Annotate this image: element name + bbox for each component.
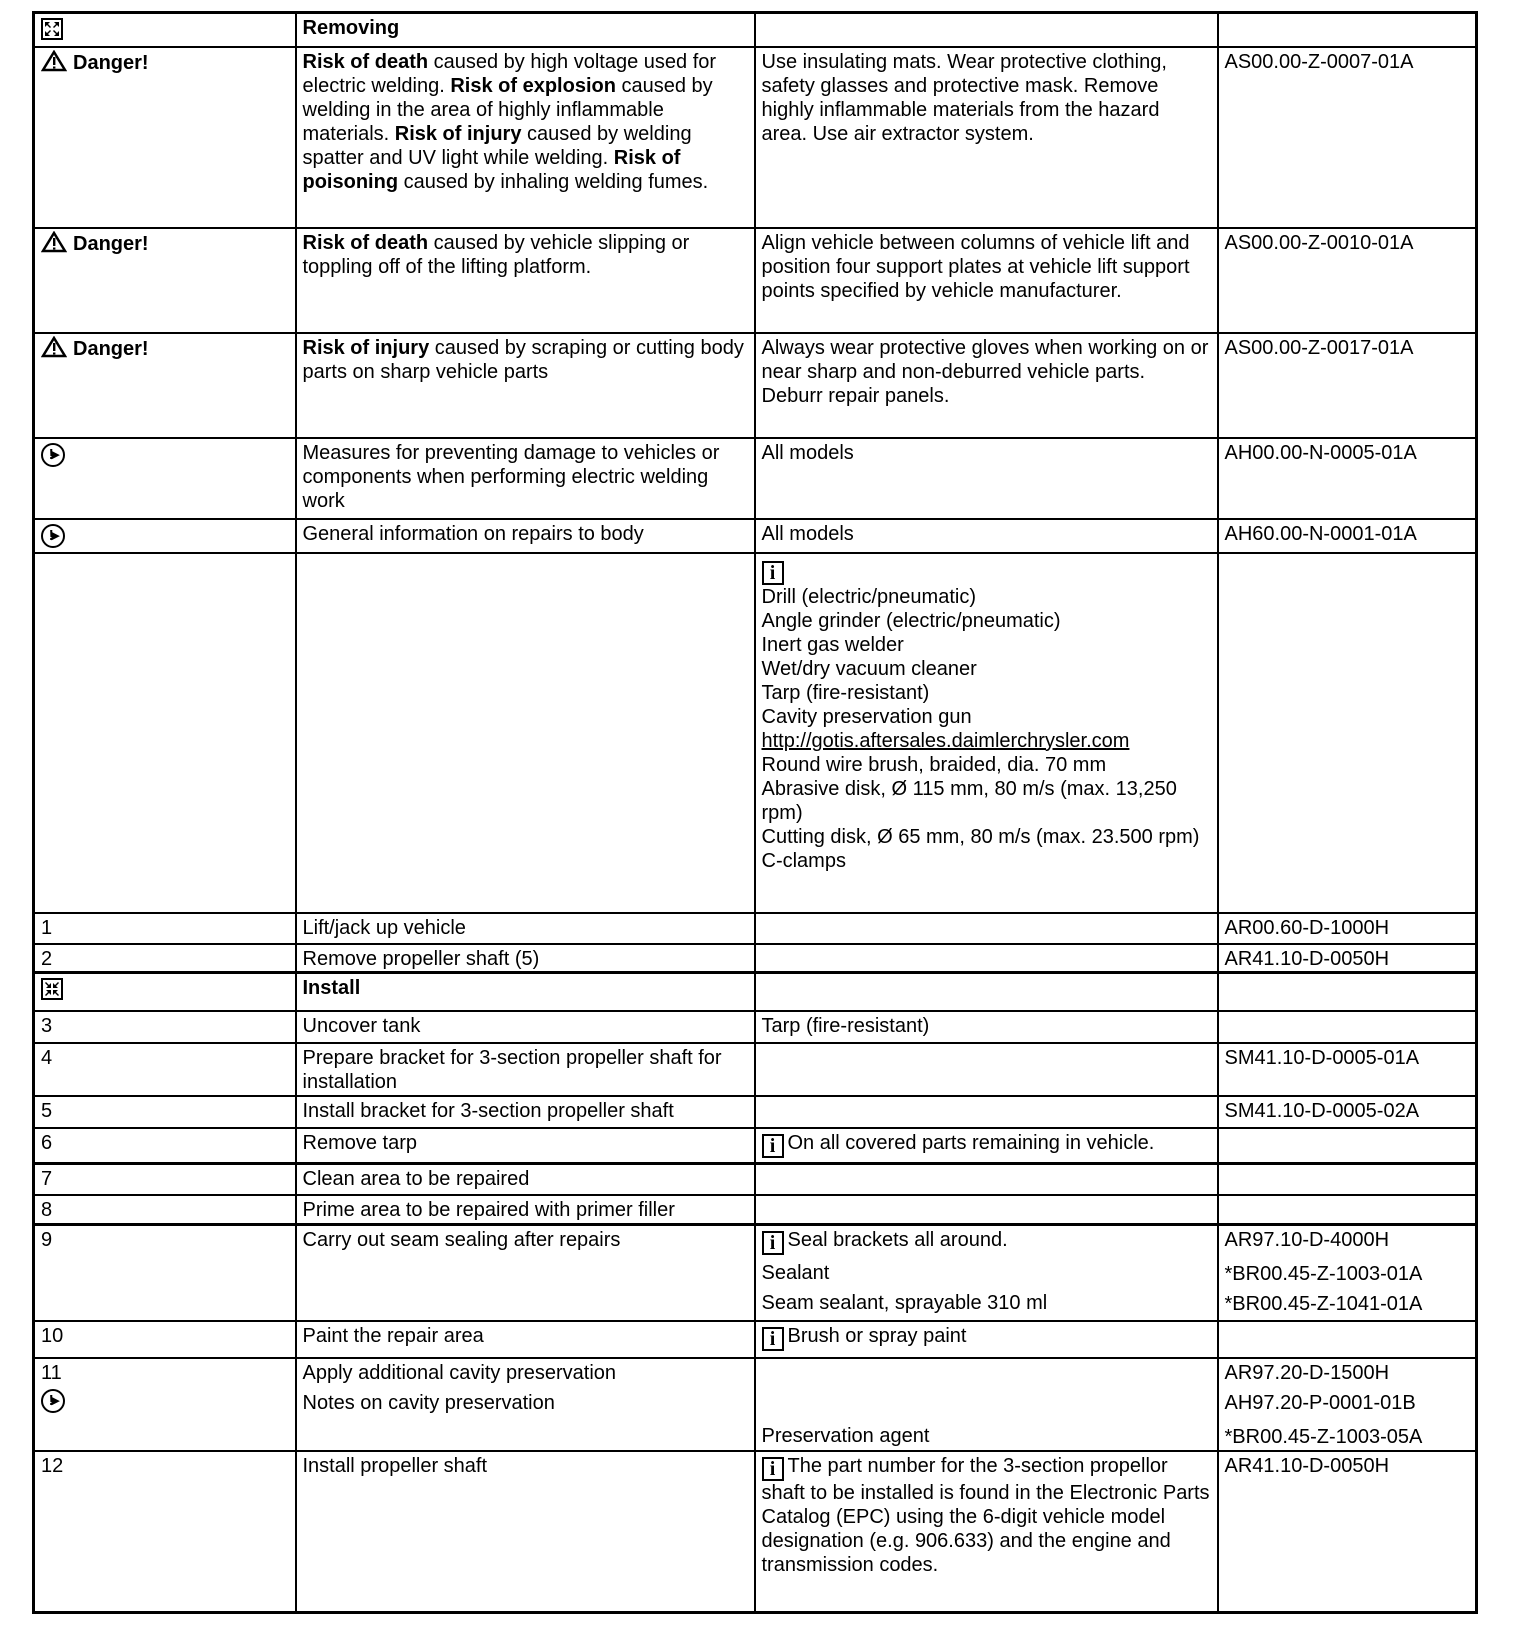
- document-reference[interactable]: AH97.20-P-0001-01B: [1224, 1391, 1416, 1414]
- document-reference[interactable]: AS00.00-Z-0010-01A: [1218, 228, 1477, 333]
- note-row: [34, 519, 1477, 553]
- tool-item: Angle grinder (electric/pneumatic): [761, 609, 1061, 632]
- document-reference[interactable]: AH00.00-N-0005-01A: [1218, 438, 1477, 519]
- step-row: [34, 1451, 1477, 1613]
- step-info: Tarp (fire-resistant): [755, 1011, 1218, 1043]
- step-info: [755, 913, 1218, 944]
- document-reference[interactable]: AR97.10-D-4000H: [1224, 1229, 1390, 1251]
- note-text: Notes on cavity preservation: [302, 1391, 555, 1414]
- step-info: i Seal brackets all around. Sealant Seam sealant, sprayable 310 ml: [755, 1225, 1218, 1321]
- step-row: [34, 944, 1477, 973]
- step-text: Uncover tank: [296, 1011, 755, 1043]
- step-row: [34, 913, 1477, 944]
- danger-measures: Align vehicle between columns of vehicle lift and position four support plates at vehicle lift support points specified by vehicle manufacturer.: [755, 228, 1218, 333]
- note-circle-icon: !▸: [41, 524, 65, 548]
- step-info: [755, 1164, 1218, 1195]
- step-number: 7: [34, 1164, 296, 1195]
- step-number: 10: [34, 1321, 296, 1358]
- material-reference[interactable]: *BR00.45-Z-1003-05A: [1224, 1425, 1423, 1448]
- step-text: Paint the repair area: [296, 1321, 755, 1358]
- step-text: Remove tarp: [296, 1128, 755, 1164]
- info-box-icon: i: [762, 561, 784, 585]
- step-info: i The part number for the 3-section propellor shaft to be installed is found in the Electronic Parts Catalog (EPC) using the 6-digit vehicle model designation (e.g. 906.633) and the engine and transmission codes.: [755, 1451, 1218, 1613]
- note-scope: All models: [755, 519, 1218, 553]
- tool-item: Cavity preservation gun: [761, 705, 972, 728]
- note-circle-icon: !▸: [41, 443, 65, 467]
- section-title: Install: [296, 973, 755, 1011]
- arrows-outward-icon: [41, 18, 63, 40]
- step-number: 12: [34, 1451, 296, 1613]
- step-row: [34, 1164, 1477, 1195]
- info-box-icon: i: [762, 1134, 784, 1158]
- document-reference[interactable]: [1218, 1164, 1477, 1195]
- step-text: Prime area to be repaired with primer filler: [296, 1195, 755, 1225]
- step-row: [34, 1128, 1477, 1164]
- tools-row: [34, 553, 1477, 913]
- document-reference[interactable]: [1218, 1128, 1477, 1164]
- danger-description: Risk of death caused by high voltage used for electric welding. Risk of explosion caused by welding in the area of highly inflammable materials. Risk of injury caused by welding spatter and UV light while welding. Risk of poisoning caused by inhaling welding fumes.: [296, 47, 755, 228]
- step-info: [755, 1096, 1218, 1128]
- info-box-icon: i: [762, 1231, 784, 1255]
- danger-label: Danger!: [73, 337, 149, 360]
- step-row: [34, 1225, 1477, 1321]
- danger-measures: Always wear protective gloves when working on or near sharp and non-deburred vehicle parts. Deburr repair panels.: [755, 333, 1218, 438]
- danger-row: [34, 228, 1477, 333]
- tool-item: C-clamps: [761, 849, 846, 872]
- material-label: Preservation agent: [761, 1424, 930, 1447]
- remove-icon-cell: [34, 13, 296, 47]
- warning-triangle-icon: [41, 231, 67, 259]
- material-label: Sealant: [761, 1262, 830, 1284]
- tool-item: Inert gas welder: [761, 633, 904, 656]
- section-title: Removing: [296, 13, 755, 47]
- step-row: [34, 1321, 1477, 1358]
- warning-triangle-icon: [41, 50, 67, 78]
- step-info: i On all covered parts remaining in vehicle.: [755, 1128, 1218, 1164]
- document-reference[interactable]: AH60.00-N-0001-01A: [1218, 519, 1477, 553]
- step-row: [34, 1195, 1477, 1225]
- document-reference[interactable]: SM41.10-D-0005-01A: [1218, 1043, 1477, 1096]
- note-circle-icon: !▸: [41, 1389, 65, 1413]
- section-header-removing: [34, 13, 1477, 47]
- step-text: Lift/jack up vehicle: [296, 913, 755, 944]
- repair-procedure-table: [32, 11, 1478, 1614]
- tool-item: Round wire brush, braided, dia. 70 mm: [761, 753, 1107, 776]
- step-info: [755, 1358, 1218, 1451]
- step-row: [34, 1358, 1477, 1451]
- danger-description: Risk of injury caused by scraping or cutting body parts on sharp vehicle parts: [296, 333, 755, 438]
- danger-label: Danger!: [73, 51, 149, 74]
- note-scope: All models: [755, 438, 1218, 519]
- gotis-link[interactable]: http://gotis.aftersales.daimlerchrysler.com: [761, 729, 1130, 752]
- step-text: Remove propeller shaft (5): [296, 944, 755, 973]
- document-reference[interactable]: AR00.60-D-1000H: [1218, 913, 1477, 944]
- tool-item: Cutting disk, Ø 65 mm, 80 m/s (max. 23.500 rpm): [761, 825, 1200, 848]
- document-reference[interactable]: AR97.20-D-1500H: [1224, 1361, 1390, 1384]
- step-info: [755, 944, 1218, 973]
- step-text: Carry out seam sealing after repairs: [296, 1225, 755, 1321]
- note-text: Measures for preventing damage to vehicles or components when performing electric welding work: [296, 438, 755, 519]
- document-reference[interactable]: AS00.00-Z-0007-01A: [1218, 47, 1477, 228]
- document-reference[interactable]: AS00.00-Z-0017-01A: [1218, 333, 1477, 438]
- info-box-icon: i: [762, 1327, 784, 1351]
- arrows-inward-icon: [41, 978, 63, 1000]
- step-text: Clean area to be repaired: [296, 1164, 755, 1195]
- step-text: Install bracket for 3-section propeller shaft: [296, 1096, 755, 1128]
- step-text: Prepare bracket for 3-section propeller shaft for installation: [296, 1043, 755, 1096]
- step-row: [34, 1096, 1477, 1128]
- document-reference[interactable]: AR41.10-D-0050H: [1218, 944, 1477, 973]
- note-row: [34, 438, 1477, 519]
- step-number: 1: [34, 913, 296, 944]
- step-row: [34, 1011, 1477, 1043]
- tool-item: Drill (electric/pneumatic): [761, 585, 976, 608]
- material-label: Seam sealant, sprayable 310 ml: [761, 1292, 1048, 1314]
- step-text: Install propeller shaft: [296, 1451, 755, 1613]
- tool-item: Tarp (fire-resistant): [761, 681, 930, 704]
- danger-label: Danger!: [73, 232, 149, 255]
- note-text: General information on repairs to body: [296, 519, 755, 553]
- step-text: Apply additional cavity preservation: [302, 1361, 617, 1384]
- tool-item: Wet/dry vacuum cleaner: [761, 657, 977, 680]
- step-number: 3: [34, 1011, 296, 1043]
- step-row: [34, 1043, 1477, 1096]
- info-box-icon: i: [762, 1457, 784, 1481]
- step-info: i Brush or spray paint: [755, 1321, 1218, 1358]
- step-number: 6: [34, 1128, 296, 1164]
- danger-description: Risk of death caused by vehicle slipping or toppling off of the lifting platform.: [296, 228, 755, 333]
- tools-list: [755, 553, 1218, 913]
- step-info: [755, 1195, 1218, 1225]
- material-reference[interactable]: *BR00.45-Z-1041-01A: [1224, 1293, 1423, 1315]
- section-header-install: [34, 973, 1477, 1011]
- step-info: [755, 1043, 1218, 1096]
- document-reference[interactable]: AR41.10-D-0050H: [1218, 1451, 1477, 1613]
- step-number: 9: [34, 1225, 296, 1321]
- step-number: 11: [41, 1361, 62, 1384]
- document-reference[interactable]: SM41.10-D-0005-02A: [1218, 1096, 1477, 1128]
- warning-triangle-icon: [41, 336, 67, 364]
- material-reference[interactable]: *BR00.45-Z-1003-01A: [1224, 1263, 1423, 1285]
- step-number: 8: [34, 1195, 296, 1225]
- danger-row: [34, 333, 1477, 438]
- document-reference[interactable]: [1218, 1321, 1477, 1358]
- step-number: 4: [34, 1043, 296, 1096]
- step-number: 5: [34, 1096, 296, 1128]
- document-reference[interactable]: [1218, 1195, 1477, 1225]
- step-number: 2: [34, 944, 296, 973]
- danger-measures: Use insulating mats. Wear protective clothing, safety glasses and protective mask. Remove highly inflammable materials from the hazard area. Use air extractor system.: [755, 47, 1218, 228]
- danger-row: [34, 47, 1477, 228]
- document-reference[interactable]: [1218, 1011, 1477, 1043]
- tool-item: Abrasive disk, Ø 115 mm, 80 m/s (max. 13,250 rpm): [761, 777, 1177, 824]
